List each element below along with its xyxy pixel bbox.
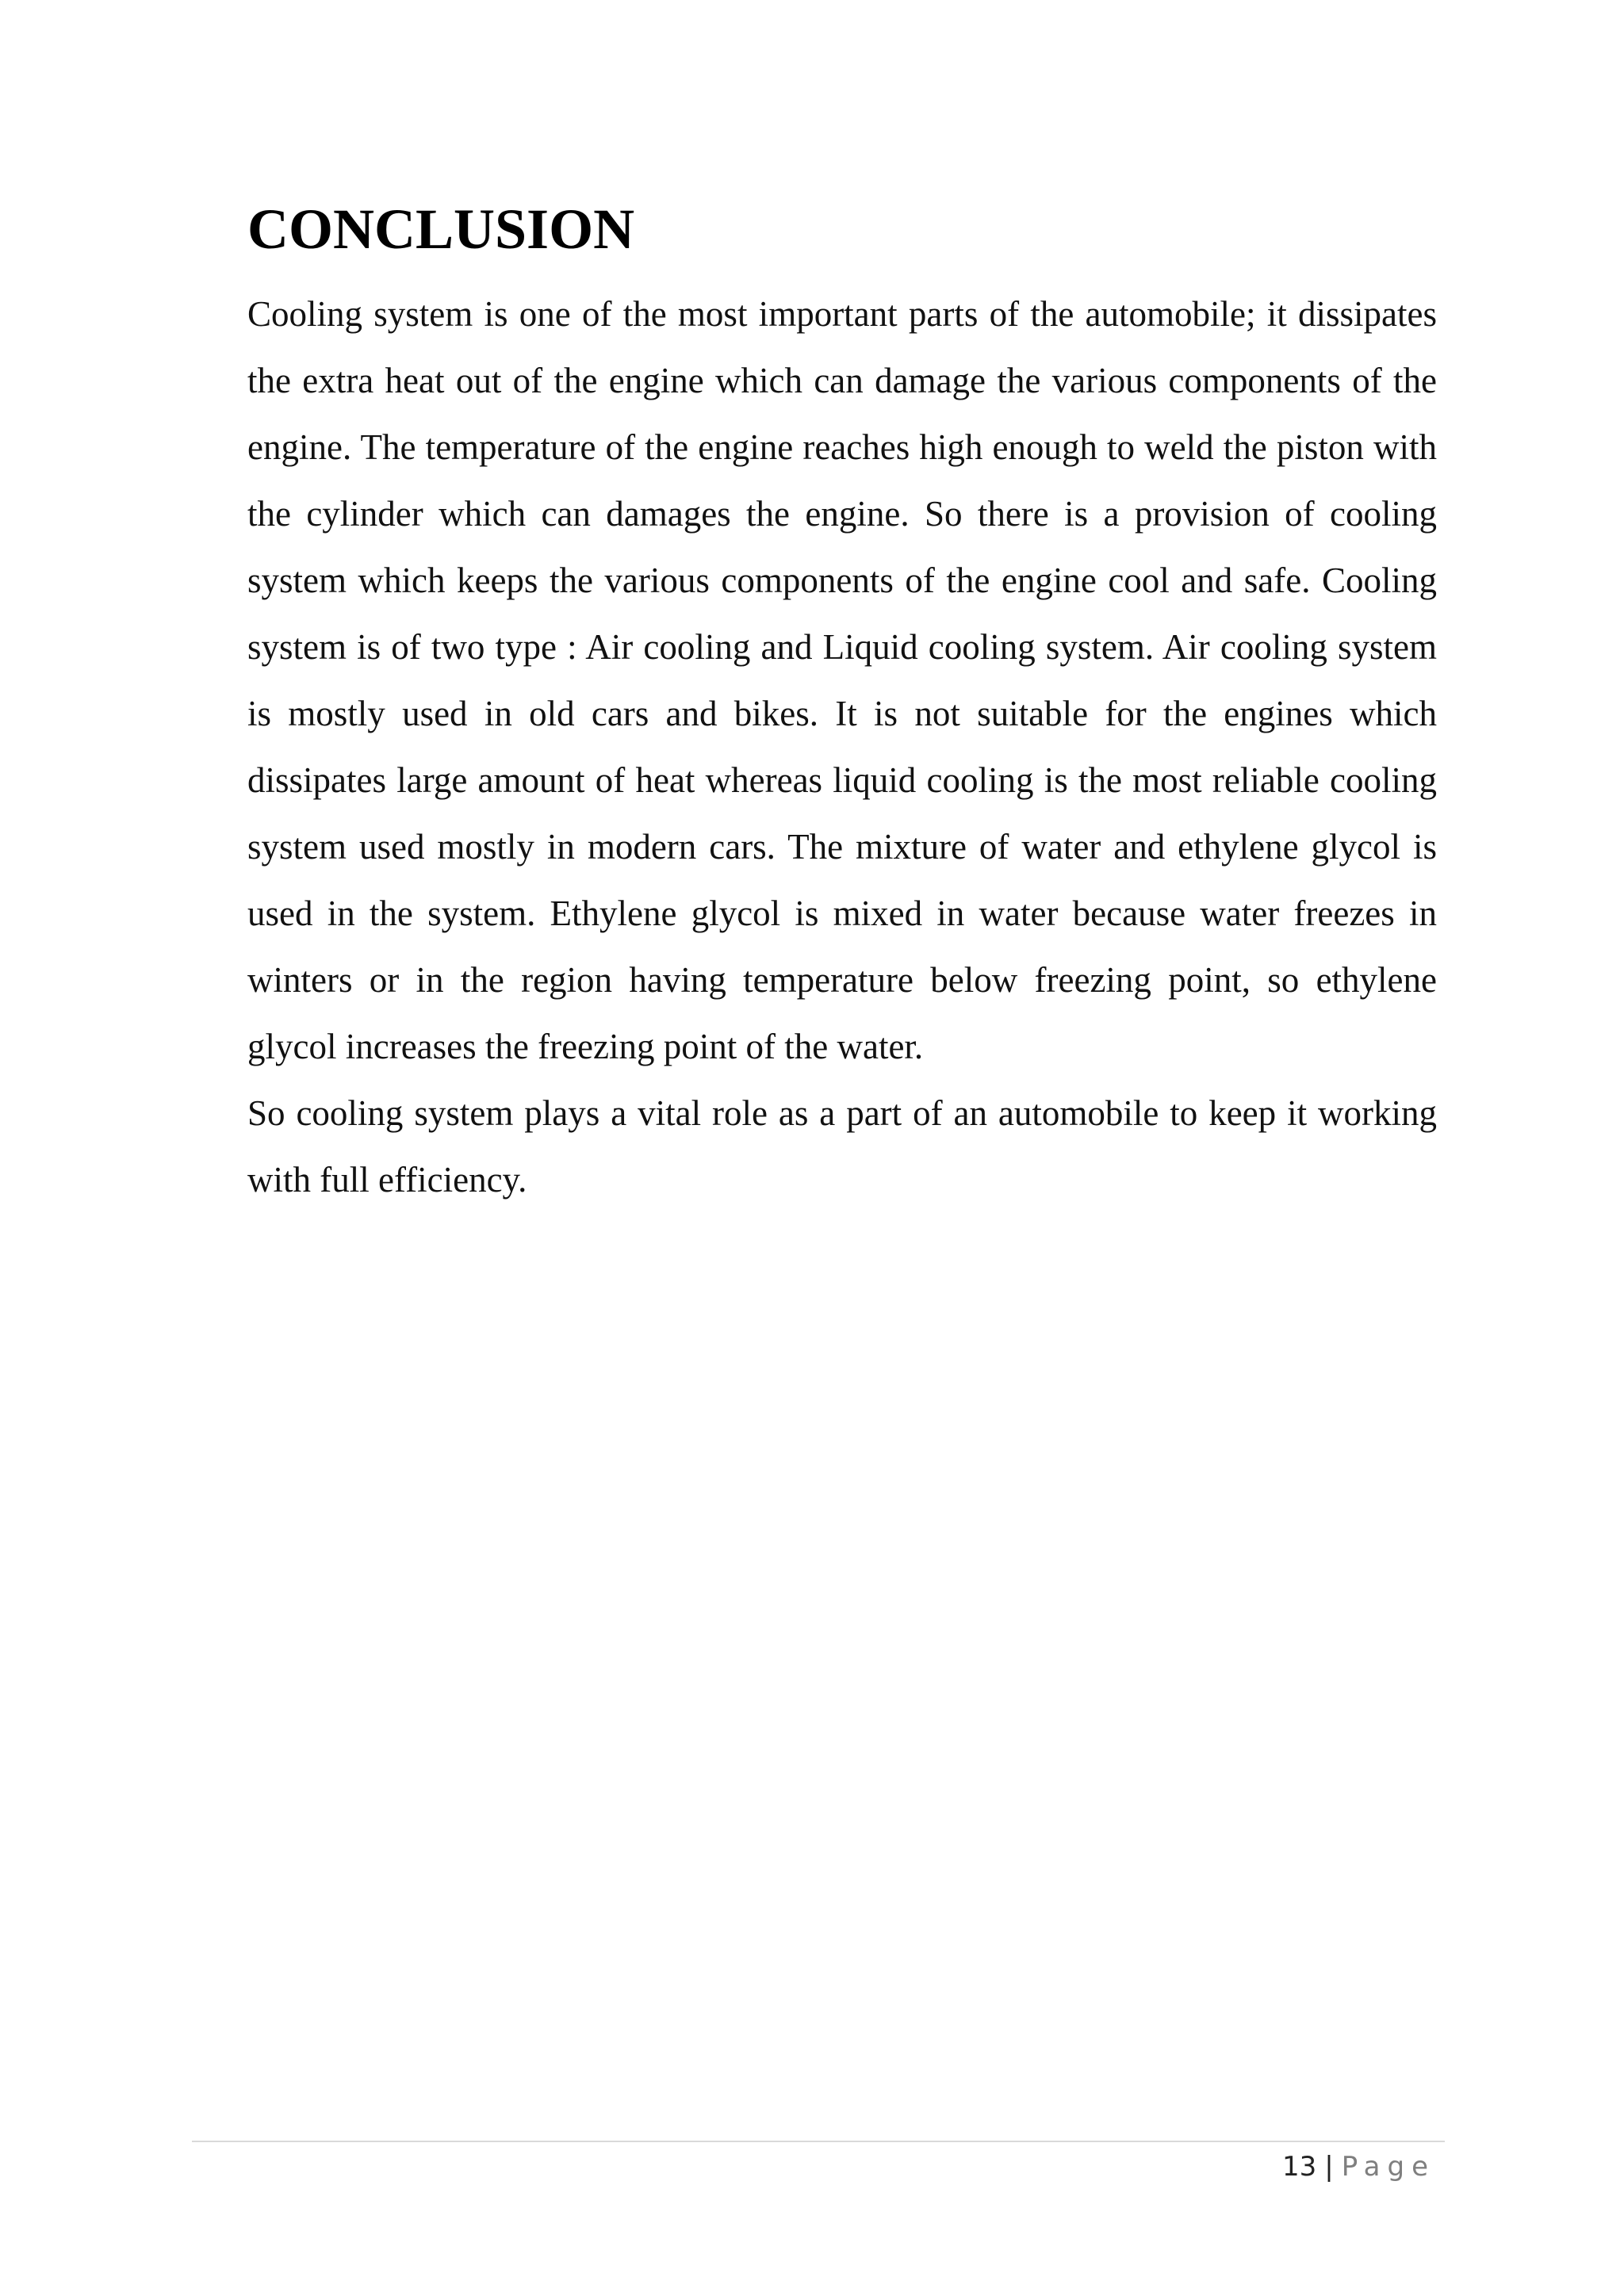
page-footer — [1282, 2147, 1435, 2187]
paragraph-closing: So cooling system plays a vital role as a part of an automobile to keep it working with full efficiency. — [247, 1093, 1437, 1200]
paragraph-main: Cooling system is one of the most important parts of the automobile; it dissipates the extra heat out of the engine which can damage the various components of the engine. The temperature of the engine reaches high enough to weld the piston with the cylinder which can damages the engine. So there is a provision of cooling system which keeps the various components of the engine cool and safe. Cooling system is of two type : Air cooling and Liquid cooling system. Air cooling system is mostly used in old cars and bikes. It is not suitable for the engines which dissipates large amount of heat whereas liquid cooling is the most reliable cooling system used mostly in modern cars. The mixture of water and ethylene glycol is used in the system. Ethylene glycol is mixed in water because water freezes in winters or in the region having temperature below freezing point, so ethylene glycol increases the freezing point of the water. — [247, 294, 1437, 1066]
footer-separator: | — [1324, 2151, 1334, 2183]
page-title: CONCLUSION — [247, 197, 635, 261]
page-number: 13 — [1281, 2151, 1317, 2183]
body-text — [247, 281, 1437, 1213]
footer-divider — [192, 2141, 1445, 2142]
page-label: Page — [1341, 2151, 1435, 2183]
